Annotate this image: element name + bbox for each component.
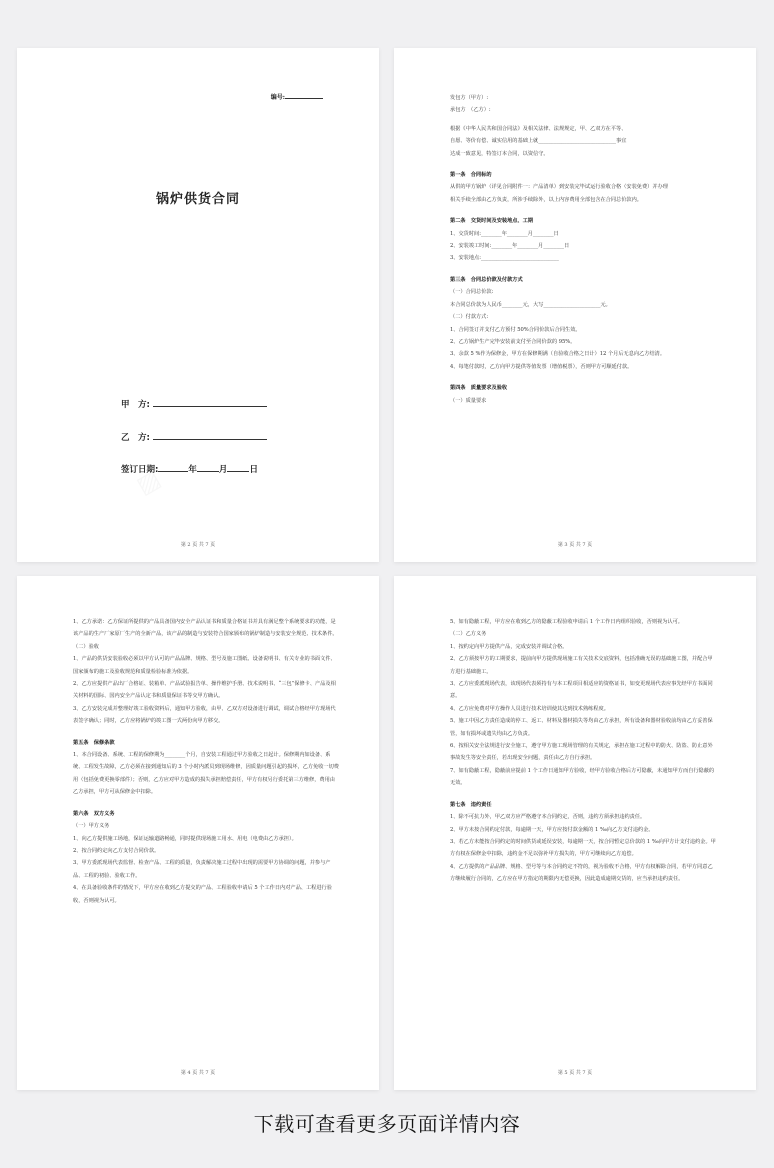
- page-footer: 第 5 页 共 7 页: [557, 1070, 593, 1076]
- paragraph-line: 自愿、等价有偿、诚实信用的基础上就______________________________事宜: [450, 138, 627, 145]
- cover-title: 锅炉供货合同: [155, 192, 240, 207]
- page-4: [394, 576, 756, 1090]
- paragraph: 5、施工中因乙方责任造成的停工、返工、材料及器材损失等均由乙方承担，所有设备和器材验收前均由乙方妥善保管，如有损坏或遗失均由乙方负责。: [450, 718, 713, 737]
- contract-number: 编号:: [271, 92, 323, 101]
- paragraph: （二）验收: [73, 643, 99, 650]
- party-a-blank: [153, 406, 267, 407]
- paragraph: 1、产品的供货安装验收必须以甲方认可的产品品牌、规格、型号及施工图纸、设备说明书、有关专业的书面文件、国家颁布的施工及验收规范和质量检验标准为依据。: [73, 656, 336, 675]
- paragraph-line: （一）合同总价款:: [450, 289, 494, 296]
- party-a-line: 甲 方:: [121, 398, 267, 410]
- paragraph-line: 从供的甲方锅炉（详见合同附件一：产品清单）到安装完毕试运行验收合格（安装免费）并办理: [450, 184, 668, 191]
- party-b-line: 乙 方:: [121, 431, 267, 443]
- page-footer: 第 2 页 共 7 页: [180, 542, 216, 548]
- section-heading: 第五条 保修条款: [73, 739, 115, 746]
- section-heading: 第六条 双方义务: [73, 810, 115, 817]
- paragraph: 4、在具备验收条件的情况下，甲方应在收到乙方提交的产品、工程验收申请后 5 个工作日内对产品、工程进行验收，否则视为认可。: [73, 885, 332, 904]
- page-footer: 第 3 页 共 7 页: [557, 542, 593, 548]
- paragraph: 5、如有隐蔽工程，甲方应在收到乙方的隐蔽工程验收申请后 1 个工作日内组织验收，否则视为认可。: [450, 619, 683, 625]
- paragraph-line: 达成一致意见，特签订本合同，以资信守。: [450, 150, 549, 157]
- paragraph-line: 3、余款 5 %作为保修金，甲方在保修期满（自验收合格之日计）12 个月后无息向乙方结清。: [450, 351, 666, 358]
- paragraph: 3、乙方应委派现场代表，该现场代表须持有与本工程项目相适应的资格证书，如变更现场代表应事先经甲方书面同意。: [450, 681, 713, 700]
- section-heading: 第三条 合同总价款及付款方式: [450, 276, 523, 283]
- party-b-blank: [153, 439, 267, 440]
- paragraph-line: 相关手续全部由乙方负责，所涉手续除外，以上内容费用全部包含在合同总价款内。: [450, 196, 642, 203]
- page-3: [17, 576, 379, 1090]
- paragraph-line: 本合同总价款为人民币________元，大写______________________元。: [450, 301, 611, 308]
- paragraph: （一）甲方义务: [73, 823, 110, 830]
- paragraph: 4、乙方提供的产品品牌、规格、型号等与本合同约定不符的，视为验收不合格，甲方有权解除合同，若甲方同意乙方继续履行合同的，乙方应在甲方指定的期限内无偿更换，因此造成逾期交货的，应当承担违约责任。: [450, 863, 713, 883]
- page-cover: [17, 48, 379, 562]
- paragraph: 1、按约定向甲方提供产品，完成安装并调试合格。: [450, 643, 568, 650]
- page-2: [394, 48, 756, 562]
- page-4-body: [450, 616, 716, 886]
- paragraph: 2、乙方应提供产品出厂合格证、装箱单、产品试验报告单、操作维护手册、技术说明书、“三包”保修卡、产品及相关材料的国际、国内安全产品认定书和质量保证书等交甲方确认。: [73, 681, 336, 700]
- paragraph-line: 2、安装竣工时间:________年________月________日: [450, 243, 570, 250]
- paragraph: 7、如有隐蔽工程，隐蔽前应提前 1 个工作日通知甲方验收，经甲方验收合格后方可隐蔽，未通知甲方而自行隐蔽的无效。: [450, 767, 715, 787]
- page-2-body: [450, 92, 716, 407]
- section-heading: 第七条 违约责任: [450, 801, 492, 808]
- page-3-body: [73, 616, 339, 907]
- paragraph: 1、本合同设备、系统、工程的保修期为________个月，自安装工程通过甲方验收之日起计。保修期内如设备、系统、工程发生故障，乙方必须在接到通知后的 3 个小时内派员到现场维修，因质量问题引起的损坏，乙方免收一切费用（包括免费更换零部件）；否则，乙方应对甲方造成的损失承担赔偿责任，甲方有权另行委托第三方维修，费用由乙方承担，甲方可从保修金中扣除。: [73, 752, 339, 796]
- paragraph-line: 承包方 （乙方）:: [450, 107, 491, 114]
- download-caption: 下载可查看更多页面详情内容: [253, 1112, 521, 1136]
- paragraph: 2、甲方未按合同约定付款，每逾期一天，甲方应按付款金额的 1 ‰向乙方支付违约金。: [450, 826, 654, 833]
- paragraph: 3、若乙方未能按合同约定的时间供货或延误安装，每逾期一天，按合同暂定总价款的 1 ‰向甲方计支付违约金。甲方有权在保修金中扣除，违约金不足以弥补甲方损失的，甲方可继续向乙方追偿。: [450, 838, 716, 858]
- paragraph-line: 根据《中华人民共和国合同法》及相关法律、法规规定，甲、乙双方在平等、: [450, 125, 627, 132]
- paragraph: （二）乙方义务: [450, 631, 487, 638]
- paragraph: 3、乙方安装完成并整理好竣工验收资料后，通知甲方验收，由甲、乙双方对设备进行调试，调试合格经甲方现场代表签字确认；同时，乙方应将锅炉的竣工图一式两份向甲方移交。: [73, 705, 336, 725]
- paragraph: 2、按合同约定向乙方支付合同价款。: [73, 847, 160, 854]
- paragraph: 1、除不可抗力外，甲乙双方应严格遵守本合同约定，否则，违约方须承担违约责任。: [450, 814, 646, 821]
- paragraph-line: 1、合同签订并支付乙方预付 50%合同价款后合同生效。: [450, 326, 581, 333]
- paragraph-line: 发包方（甲方）:: [450, 95, 489, 101]
- paragraph-line: 3、安装地点:______________________________: [450, 255, 559, 262]
- paragraph: 1、乙方承诺：乙方保证所提供的产品具备国内安全产品认证书和质量合格证书并具有满足整个系统要求的功能，是该产品的生产厂家原厂生产的全新产品，该产品的制造与安装符合国家颁布的锅炉制造与安装安全规范、技术条件。: [73, 619, 338, 638]
- paragraph: 1、向乙方提供施工场地，保证运输道路畅通，同时提供现场施工用水、用电（电费由乙方承担）。: [73, 835, 297, 842]
- sign-date-line: 签订日期: 年 月 日: [121, 465, 258, 475]
- paragraph-line: 1、交货时间:________年________月________日: [450, 230, 559, 237]
- paragraph-line: 4、每笔付款时，乙方向甲方提供等值发票（增值税票），否则甲方可顺延付款。: [450, 363, 633, 370]
- section-heading: 第四条 质量要求及验收: [450, 385, 508, 392]
- paragraph: 2、乙方须按甲方的工期要求，提前向甲方提供现场施工有关技术交底资料，包括准确无误的基础施工图，并配合甲方进行基础施工。: [450, 656, 713, 675]
- page-footer: 第 4 页 共 7 页: [180, 1070, 216, 1076]
- section-heading: 第二条 交货时间及安装地点、工期: [450, 218, 534, 225]
- paragraph-line: （一）质量要求: [450, 397, 487, 404]
- paragraph: 4、乙方应免费对甲方操作人员进行技术培训使其达到技术熟练程度。: [450, 705, 609, 712]
- paragraph: 6、按相关安全法规进行安全施工，遵守甲方施工现场管理的有关规定，承担在施工过程中的防火、防盗、防止意外事故发生等安全责任，若出现安全问题，责任由乙方自行承担。: [450, 743, 713, 762]
- paragraph: 3、甲方委派现场代表监督、检查产品、工程的质量，负责解决施工过程中出现的需要甲方协调的问题，并参与产品、工程的初验、验收工作。: [73, 860, 331, 879]
- paragraph-line: 2、乙方锅炉生产完毕安装前支付至合同价款的 95%。: [450, 338, 576, 345]
- contract-number-blank: [285, 98, 323, 99]
- paragraph-line: （二）付款方式:: [450, 314, 489, 321]
- section-heading: 第一条 合同标的: [450, 172, 492, 179]
